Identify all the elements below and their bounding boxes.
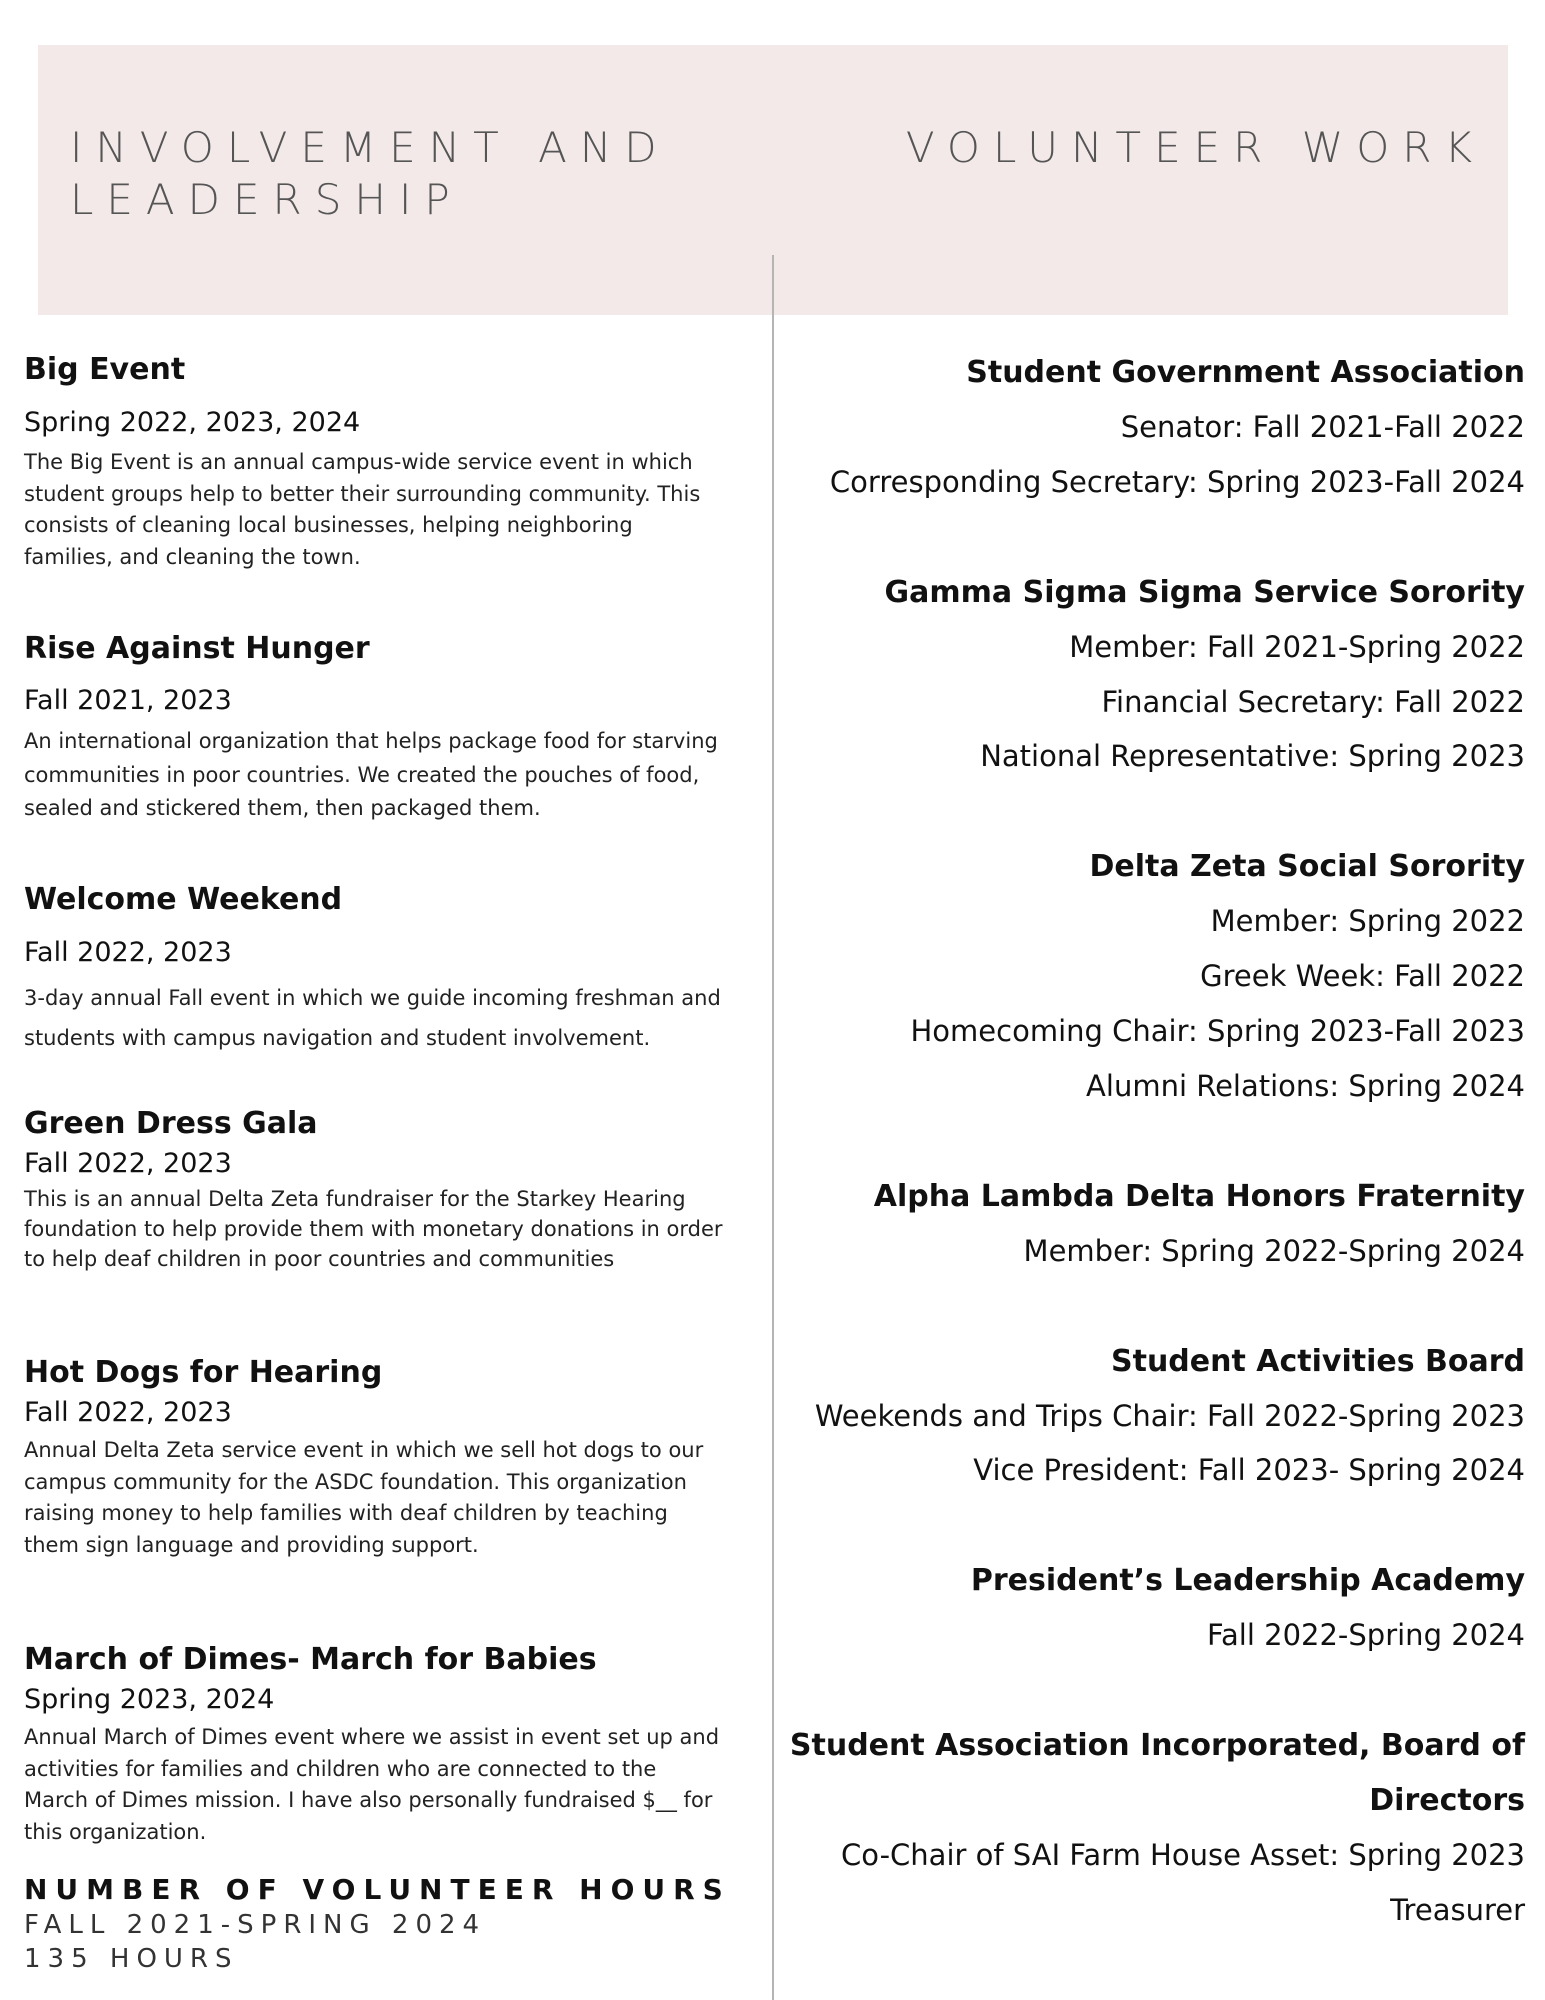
org-role: Vice President: Fall 2023- Spring 2024 bbox=[973, 1453, 1525, 1487]
event-description: The Big Event is an annual campus-wide service event in which student groups help to better their surrounding community. This consists of cleaning local businesses, helping neighboring families, and cleaning the town. bbox=[24, 450, 701, 569]
event-description: Annual March of Dimes event where we assist in event set up and activities for families and children who are connected to the March of Dimes mission. I have also personally fundraised $__ for this organization. bbox=[24, 1725, 720, 1844]
event-date: Spring 2022, 2023, 2024 bbox=[24, 407, 361, 438]
org-title: Alpha Lambda Delta Honors Fraternity bbox=[873, 1179, 1525, 1214]
org-role: Co-Chair of SAI Farm House Asset: Spring 2023 bbox=[841, 1838, 1525, 1872]
org-title: Gamma Sigma Sigma Service Sorority bbox=[884, 575, 1525, 610]
volunteer-work-heading: VOLUNTEER WORK bbox=[905, 123, 1485, 172]
org-role: Corresponding Secretary: Spring 2023-Fall 2024 bbox=[829, 465, 1525, 499]
event-date: Fall 2022, 2023 bbox=[24, 1397, 232, 1428]
involvement-leadership-heading: INVOLVEMENT AND LEADERSHIP bbox=[70, 123, 670, 224]
event-description: 3-day annual Fall event in which we guide incoming freshman and students with campus navigation and student involvement. bbox=[24, 986, 721, 1050]
event-date: Fall 2022, 2023 bbox=[24, 1148, 232, 1179]
org-role: Financial Secretary: Fall 2022 bbox=[1101, 685, 1525, 719]
org-role: Alumni Relations: Spring 2024 bbox=[1086, 1069, 1525, 1103]
event-date: Fall 2022, 2023 bbox=[24, 937, 232, 968]
org-role: Treasurer bbox=[1390, 1893, 1525, 1927]
event-description: Annual Delta Zeta service event in which we sell hot dogs to our campus community for the ASDC foundation. This organization raising money to help families with deaf children by teaching them sign language and providing support. bbox=[24, 1438, 704, 1557]
org-title: Delta Zeta Social Sorority bbox=[1089, 849, 1525, 884]
event-title: Rise Against Hunger bbox=[24, 631, 370, 666]
org-role: National Representative: Spring 2023 bbox=[980, 739, 1525, 773]
event-description: An international organization that helps package food for starving communities in poor countries. We created the pouches of food, sealed and stickered them, then packaged them. bbox=[24, 729, 718, 820]
org-title-continued: Directors bbox=[1369, 1783, 1525, 1818]
org-title: Student Activities Board bbox=[1111, 1344, 1525, 1379]
event-title: Big Event bbox=[24, 352, 186, 387]
org-role: Fall 2022-Spring 2024 bbox=[1207, 1618, 1525, 1652]
event-title: Green Dress Gala bbox=[24, 1106, 318, 1141]
event-date: Spring 2023, 2024 bbox=[24, 1684, 275, 1715]
org-role: Member: Spring 2022-Spring 2024 bbox=[1023, 1234, 1525, 1268]
volunteer-hours-period: FALL 2021-SPRING 2024 bbox=[24, 1910, 487, 1940]
org-role: Weekends and Trips Chair: Fall 2022-Spring 2023 bbox=[814, 1399, 1525, 1433]
event-title: Hot Dogs for Hearing bbox=[24, 1355, 383, 1390]
org-role: Senator: Fall 2021-Fall 2022 bbox=[1120, 410, 1525, 444]
event-date: Fall 2021, 2023 bbox=[24, 685, 232, 716]
volunteer-hours-total: 135 HOURS bbox=[24, 1944, 239, 1974]
org-role: Member: Fall 2021-Spring 2022 bbox=[1069, 630, 1525, 664]
event-title: March of Dimes- March for Babies bbox=[24, 1642, 597, 1677]
organizations-column bbox=[765, 0, 1525, 2000]
event-title: Welcome Weekend bbox=[24, 882, 343, 917]
volunteer-hours-title: NUMBER OF VOLUNTEER HOURS bbox=[24, 1873, 731, 1906]
event-description: This is an annual Delta Zeta fundraiser for the Starkey Hearing foundation to help provide them with monetary donations in order to help deaf children in poor countries and communities bbox=[24, 1187, 723, 1271]
org-role: Greek Week: Fall 2022 bbox=[1200, 959, 1525, 993]
org-role: Homecoming Chair: Spring 2023-Fall 2023 bbox=[910, 1014, 1525, 1048]
org-title: Student Association Incorporated, Board of bbox=[789, 1728, 1525, 1763]
org-title: President’s Leadership Academy bbox=[970, 1563, 1525, 1598]
org-title: Student Government Association bbox=[966, 355, 1525, 390]
org-role: Member: Spring 2022 bbox=[1210, 904, 1525, 938]
